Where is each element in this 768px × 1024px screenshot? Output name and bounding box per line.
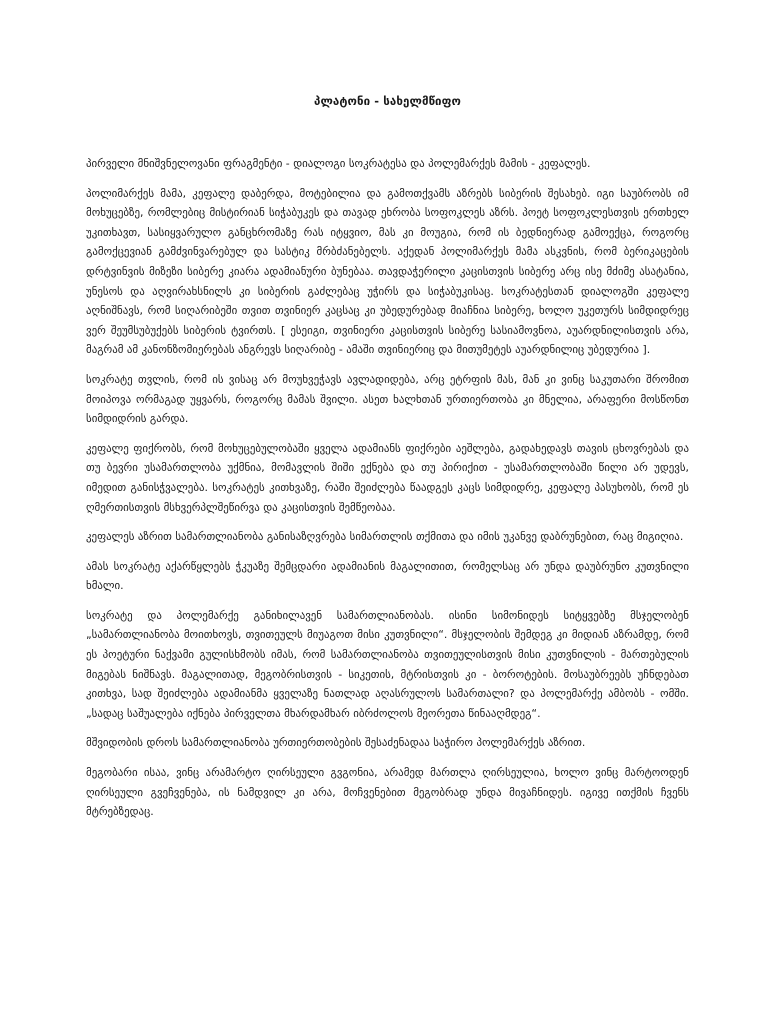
- paragraph: კეფალეს აზრით სამართლიანობა განისაზღვრება სიმართლის თქმითა და იმის უკანვე დაბრუნებით, რაც მიგიღია.: [86, 530, 684, 544]
- paragraph: მშვიდობის დროს სამართლიანობა ურთიერთობების შესაძენადაა საჭირო პოლემარქეს აზრით.: [86, 736, 586, 750]
- paragraph: სოკრატე და პოლემარქე განიხილავენ სამართლიანობას. ისინი სიმონიდეს სიტყვებზე მსჯელობენ „სამართლიანობა მოითხოვს, თვითეულს მიუაგოთ მისი კუთვნილი“. მსჯელობის შემდეგ კი მიდიან აზრამდე, რომ ეს პოეტური ნაქვამი გულისხმობს იმას, რომ სამართლიანობა თვითეულისთვის მისი კუთვნილის - მართებულის მიგებას ნიშნავს. მაგალითად, მეგობრისთვის - სიკეთის, მტრისთვის კი - ბოროტების. მოსაუბრეებს უჩნდებათ კითხვა, სად შეიძლება ადამიანმა ყველაზე ნათლად აღასრულოს სამართალი? და პოლემარქე ამბობს - ომში. „სადაც საშუალება იქნება პირველთა მხარდამხარ იბრძოლოს მეორეთა წინააღმდეგ“.: [86, 608, 689, 720]
- paragraph: კეფალე ფიქრობს, რომ მოხუცებულობაში ყველა ადამიანს ფიქრები აეშლება, გადახედავს თავის ცხოვრებას და თუ ბევრი უსამართლობა უქმნია, მომავლის შიში ექნება და თუ პირიქით - უსამართლობაში წილი არ უდევს, იმედით განისჭვალება. სოკრატეს კითხვაზე, რაში შეიძლება წაადგეს კაცს სიმდიდრე, კეფალე პასუხობს, რომ ეს ღმერთისთვის მსხვერპლშეწირვა და კაცისთვის შემწეობაა.: [86, 441, 689, 514]
- paragraph: ამას სოკრატე აქარწყლებს ჭკუაზე შემცდარი ადამიანის მაგალითით, რომელსაც არ უნდა დაუბრუნო კუთვნილი ხმალი.: [86, 559, 689, 593]
- paragraph: სოკრატე თვლის, რომ ის ვისაც არ მოუხვეჭავს ავლადიდება, არც ეტრფის მას, მან კი ვინც საკუთარი შრომით მოიპოვა ორმაგად უყვარს, როგორც მამას შვილი. ასეთ ხალხთან ურთიერთობა კი მნელია, არაფერი მოსწონთ სიმდიდრის გარდა.: [86, 372, 689, 426]
- paragraph: პოლიმარქეს მამა, კეფალე დაბერდა, მოტებილია და გამოთქვამს აზრებს სიბერის შესახებ. იგი საუბრობს იმ მოხუცებზე, რომლებიც მისტირიან სიჭაბუკეს და თავად ეხრობა სოფოკლეს აზრს. პოეტ სოფოკლესთვის ერთხელ უკითხავთ, სასიყვარულო განცხრომაზე რას იტყვიო, მას კი მოუგია, რომ ის ბედნიერად გამოექცა, როგორც გამოქცევიან გამძვინვარებულ და სასტიკ მრბძანებელს. აქედან პოლიმარქეს მამა ასკვნის, რომ ბერიკაცების დრტვინვის მიზეზი სიბერე კიარა ადამიანური ბუნებაა. თავდაჭერილი კაცისთვის სიბერე არც ისე მძიმე ასატანია, უნესოს და აღვირახსნილს კი სიბერის გაძლებაც უჭირს და სიჭაბუკისაც. სოკრატესთან დიალოგში კეფალე აღნიშნავს, რომ სიღარიბეში თვით თვინიერ კაცსაც კი უბედურებად მიაჩნია სიბერე, ხოლო უკეთურს სიმდიდრეც ვერ შეუმსუბუქებს სიბერის ტვირთს. [ ესეიგი, თვინიერი კაცისთვის სიბერე სასიამოვნოა, აუარდნილისთვის არა, მაგრამ ამ კანონზომიერებას ანგრევს სიღარიბე - ამაში თვინიერიც და მითუმეტეს აუარდნილიც უბედურია ].: [86, 186, 689, 357]
- document-title: პლატონი - სახელმწიფო: [313, 94, 462, 108]
- paragraph: პირველი მნიშვნელოვანი ფრაგმენტი - დიალოგი სოკრატესა და პოლემარქეს მამის - კეფალეს.: [86, 157, 591, 170]
- paragraph: მეგობარი ისაა, ვინც არამარტო ღირსეული გვგონია, არამედ მართლა ღირსეულია, ხოლო ვინც მარტოოდენ ღირსეული გვეჩვენება, ის ნამდვილ კი არა, მოჩვენებით მეგობრად უნდა მივაჩნიდეს. იგივე ითქმის ჩვენს მტრებზედაც.: [86, 766, 689, 819]
